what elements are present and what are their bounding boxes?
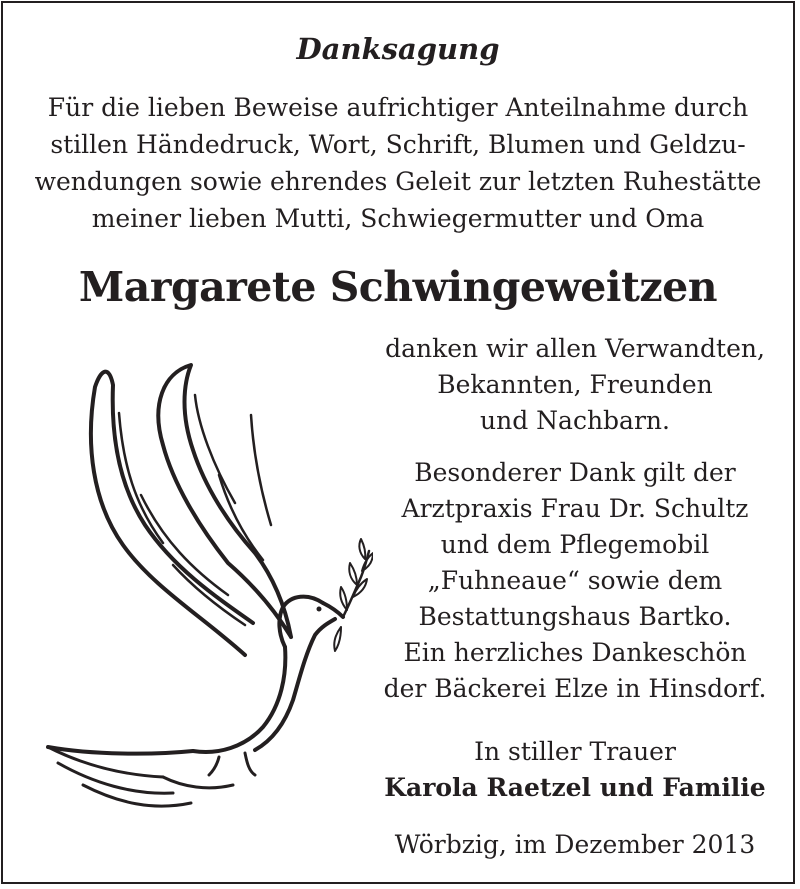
special-thanks-line: Arztpraxis Frau Dr. Schultz: [401, 494, 749, 523]
special-thanks-line: Besonderer Dank gilt der: [414, 458, 736, 487]
signatories: Karola Raetzel und Familie: [384, 773, 766, 802]
mourning-block: [375, 734, 775, 806]
thanks-line: danken wir allen Verwandten,: [385, 334, 765, 363]
place-date: Wörbzig, im Dezember 2013: [394, 830, 756, 859]
mourning-text: In stiller Trauer: [474, 737, 676, 766]
special-thanks-line: der Bäckerei Elze in Hinsdorf.: [383, 674, 767, 703]
special-thanks-line: „Fuhneaue“ sowie dem: [427, 566, 723, 595]
intro-text: [3, 89, 793, 237]
special-thanks-line: und dem Pflegemobil: [440, 530, 710, 559]
special-thanks-line: Ein herzliches Dankeschön: [403, 638, 747, 667]
dove-with-olive-branch-icon: [23, 355, 373, 825]
special-thanks-text: [375, 455, 775, 707]
obituary-thanks-notice: [1, 1, 795, 884]
intro-line: wendungen sowie ehrendes Geleit zur letzten Ruhestätte: [34, 167, 762, 196]
deceased-name: Margarete Schwingeweitzen: [78, 263, 718, 311]
intro-line: meiner lieben Mutti, Schwiegermutter und Oma: [91, 204, 705, 233]
thanks-text: [375, 331, 775, 439]
thanks-line: und Nachbarn.: [480, 406, 670, 435]
intro-line: Für die lieben Beweise aufrichtiger Anteilnahme durch: [47, 93, 749, 122]
notice-heading: Danksagung: [296, 32, 500, 66]
thanks-line: Bekannten, Freunden: [437, 370, 713, 399]
special-thanks-line: Bestattungshaus Bartko.: [418, 602, 732, 631]
intro-line: stillen Händedruck, Wort, Schrift, Blumen und Geldzu-: [50, 130, 746, 159]
